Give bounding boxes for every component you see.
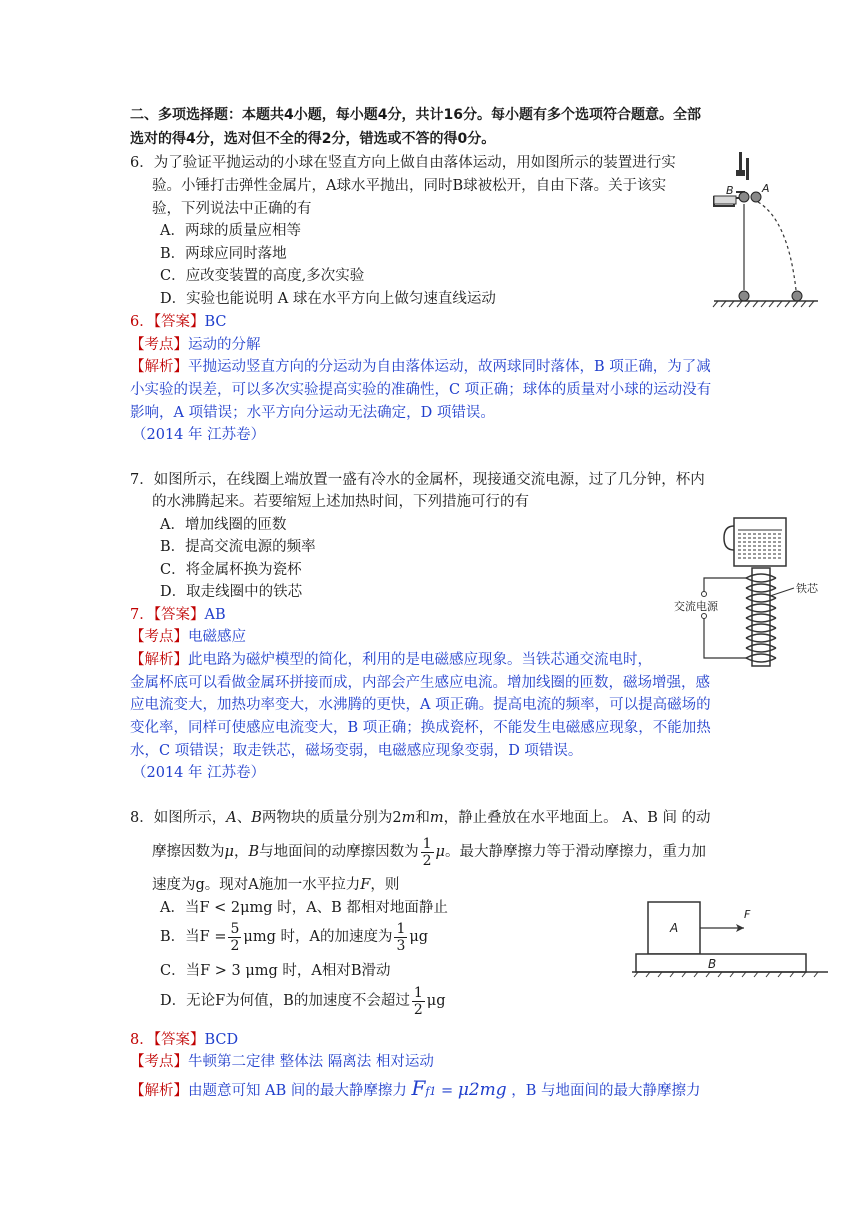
q6-source: （2014 年 江苏卷） <box>132 427 266 443</box>
q6-option-c: C．应改变装置的高度,多次实验 <box>160 268 365 284</box>
q6-post <box>746 158 749 180</box>
q8-frac-half-d-den: 2 <box>413 1001 423 1018</box>
q8-stem-line2 <box>152 834 706 870</box>
q8-opt-d-2: μg <box>426 993 446 1009</box>
q6-point <box>130 335 261 355</box>
section-heading-line1: 二、多项选择题：本题共4小题，每小题4分，共计16分。每小题有多个选项符合题意。全部 <box>130 107 701 123</box>
q7-analysis-line5: 水，C 项错误；取走铁芯，磁场变弱，电磁感应现象变弱，D 项错误。 <box>130 743 583 759</box>
q7-answer-prefix: 7． <box>130 607 154 623</box>
q7-analysis-label: 【解析】 <box>130 652 188 668</box>
q6-analysis-line2: 小实验的误差，可以多次实验提高实验的准确性，C 项正确；球体的质量对小球的运动没有 <box>130 382 712 398</box>
q7-wire <box>704 578 746 658</box>
q6-hammer-head <box>736 170 745 176</box>
q7-point-label: 【考点】 <box>130 629 188 645</box>
q8-stem2-f: 。最大静摩擦力等于滑动摩擦力，重力加 <box>444 844 706 860</box>
q7-source: （2014 年 江苏卷） <box>132 765 266 781</box>
q8-stem1-h: m <box>429 810 444 826</box>
q8-opt-b-2: μmg 时，A的加速度为 <box>243 929 393 945</box>
q8-answer-prefix: 8． <box>130 1032 154 1048</box>
q7-answer-label: 【答案】 <box>153 607 205 623</box>
q8-frac-half-num: 1 <box>422 835 432 852</box>
q6-ground-hatch <box>713 301 814 307</box>
q8-opt-b-1: B．当F = <box>160 929 227 945</box>
q8-answer-label: 【答案】 <box>153 1032 205 1048</box>
q6-ball-a <box>751 192 761 202</box>
q8-stem1-i: ，静止叠放在水平地面上。 A、B 间 的动 <box>443 810 711 826</box>
q6-option-a: A．两球的质量应相等 <box>160 223 301 239</box>
q8-option-d <box>160 983 445 1019</box>
q7-option-d: D．取走线圈中的铁芯 <box>160 584 303 600</box>
q6-option-b: B．两球应同时落地 <box>160 246 287 262</box>
q8-stem3-a: 速度为g。现对A施加一水平拉力 <box>152 877 361 893</box>
q8-option-c: C．当F > 3 μmg 时，A相对B滑动 <box>160 963 391 979</box>
q7-label-core: 铁芯 <box>796 582 818 595</box>
q8-stem1-a: 8．如图所示， <box>130 810 227 826</box>
q8-stem2-e: 与地面间的动摩擦因数为 <box>259 844 419 860</box>
q8-frac-half <box>421 836 434 869</box>
q8-stem2-a: 摩擦因数为 <box>152 844 225 860</box>
section-heading-line2: 选对的得4分，选对但不全的得2分，错选或不答的得0分。 <box>130 131 496 147</box>
q8-answer <box>130 1030 238 1050</box>
q7-analysis-line3: 应电流变大，加热功率变大，水沸腾的更快，A 项正确。提高电流的频率，可以提高磁场的 <box>130 697 711 713</box>
q6-analysis-label: 【解析】 <box>130 359 188 375</box>
q8-frac-52-num: 5 <box>230 920 240 937</box>
q8-option-a: A．当F < 2μmg 时，A、B 都相对地面静止 <box>160 900 448 916</box>
q8-point-label: 【考点】 <box>130 1054 188 1070</box>
q6-stem-line2: 验。小锤打击弹性金属片，A球水平抛出，同时B球被松开，自由下落。关于该实 <box>152 178 667 194</box>
q8-answer-value: BCD <box>204 1032 239 1048</box>
q6-analysis-line3: 影响，A 项错误；水平方向分运动无法确定，D 项错误。 <box>130 405 495 421</box>
q6-ball-b <box>739 192 749 202</box>
q8-frac-52 <box>228 921 241 954</box>
q7-analysis-line4: 变化率，同样可使感应电流变大，B 项正确；换成瓷杯，不能发生电磁感应现象，不能加热 <box>130 720 711 736</box>
q6-base-block <box>714 196 736 204</box>
q8-stem3-c: ，则 <box>370 877 400 893</box>
q8-stem-line1 <box>130 808 711 828</box>
q8-point <box>130 1052 434 1072</box>
q8-frac-half-d <box>412 985 425 1018</box>
q6-parabola-path <box>758 202 796 290</box>
q8-stem1-c: 、 <box>236 810 252 826</box>
q7-label-power: 交流电源 <box>674 600 718 613</box>
q7-analysis-line2: 金属杯底可以看做金属环拼接而成，内部会产生感应电流。增加线圈的匝数，磁场增强，感 <box>130 675 710 691</box>
q8-stem2-mu: μ <box>435 844 445 860</box>
q7-analysis-line1 <box>130 650 652 670</box>
q8-analysis-text1: 由题意可知 AB 间的最大静摩擦力 <box>188 1083 412 1099</box>
q7-point <box>130 627 246 647</box>
q6-ball-b-landed <box>739 291 749 301</box>
q8-stem-line3 <box>152 875 399 895</box>
q7-terminal-bottom <box>702 614 707 619</box>
q8-analysis-mu2mg: μ2mg <box>457 1080 507 1100</box>
q7-analysis-text1: 此电路为磁炉模型的简化，利用的是电磁感应现象。当铁芯通交流电时， <box>188 652 652 668</box>
q7-option-c: C．将金属杯换为瓷杯 <box>160 562 302 578</box>
q8-frac-13-den: 3 <box>396 937 406 954</box>
q7-answer-value: AB <box>204 607 226 623</box>
q7-answer <box>130 605 226 625</box>
q8-opt-b-3: μg <box>409 929 429 945</box>
q8-label-b: B <box>708 957 717 971</box>
q8-figure <box>632 898 832 978</box>
q8-opt-d-1: D．无论F为何值，B的加速度不会超过 <box>160 993 410 1009</box>
q8-option-b <box>160 919 428 955</box>
q7-figure <box>672 510 832 670</box>
q7-stem-line2: 的水沸腾起来。若要缩短上述加热时间，下列措施可行的有 <box>152 494 529 510</box>
q8-stem1-g: 和 <box>415 810 430 826</box>
q6-option-d: D．实验也能说明 A 球在水平方向上做匀速直线运动 <box>160 291 496 307</box>
q6-analysis-text1: 平抛运动竖直方向的分运动为自由落体运动，故两球同时落体，B 项正确，为了减 <box>188 359 711 375</box>
q6-answer-prefix: 6． <box>130 314 154 330</box>
q8-stem2-d: B <box>248 844 260 860</box>
q6-label-b: B <box>726 184 734 197</box>
q8-analysis-label: 【解析】 <box>130 1083 188 1099</box>
q8-stem2-c: ， <box>233 844 249 860</box>
q8-point-value: 牛顿第二定律 整体法 隔离法 相对运动 <box>188 1054 434 1070</box>
q6-analysis-line1 <box>130 357 711 377</box>
q7-option-a: A．增加线圈的匝数 <box>160 517 287 533</box>
q6-answer-value: BC <box>204 314 227 330</box>
q7-option-b: B．提高交流电源的频率 <box>160 539 316 555</box>
q6-answer <box>130 312 227 332</box>
q6-stem-line1: 6．为了验证平抛运动的小球在竖直方向上做自由落体运动，用如图所示的装置进行实 <box>130 155 676 171</box>
q8-frac-52-den: 2 <box>230 937 240 954</box>
q8-block-b <box>636 954 806 972</box>
q7-terminal-top <box>702 592 707 597</box>
q6-figure <box>706 150 824 310</box>
q7-cup-handle <box>724 526 734 550</box>
q6-stem-line3: 验，下列说法中正确的有 <box>152 201 312 217</box>
q7-water <box>738 530 782 558</box>
q8-frac-13 <box>394 921 407 954</box>
q8-analysis-text2: ，B 与地面间的最大静摩擦力 <box>506 1083 701 1099</box>
q8-stem3-b: F <box>360 877 371 893</box>
q8-label-f: F <box>744 908 751 921</box>
q6-answer-label: 【答案】 <box>153 314 205 330</box>
q6-ball-a-landed <box>792 291 802 301</box>
q6-label-a: A <box>762 182 770 195</box>
q8-label-a: A <box>670 921 679 935</box>
q6-point-label: 【考点】 <box>130 337 188 353</box>
q8-stem1-e: 两物块的质量分别为2 <box>261 810 402 826</box>
q8-stem1-f: m <box>401 810 416 826</box>
q8-analysis-line1 <box>130 1078 701 1102</box>
q8-stem2-b: μ <box>224 844 234 860</box>
q6-point-value: 运动的分解 <box>188 337 261 353</box>
q8-frac-13-num: 1 <box>396 920 406 937</box>
q8-analysis-ff-sub: f1 <box>425 1085 437 1098</box>
q8-frac-half-den: 2 <box>422 852 432 869</box>
q8-stem1-d: B <box>251 810 262 826</box>
q8-analysis-eq: = <box>436 1083 458 1099</box>
q7-stem-line1: 7．如图所示，在线圈上端放置一盛有冷水的金属杯，现接通交流电源，过了几分钟，杯内 <box>130 472 705 488</box>
q7-point-value: 电磁感应 <box>188 629 246 645</box>
q8-analysis-ff: F <box>411 1076 426 1100</box>
q8-stem1-b: A <box>226 810 237 826</box>
q8-frac-half-d-num: 1 <box>413 984 423 1001</box>
